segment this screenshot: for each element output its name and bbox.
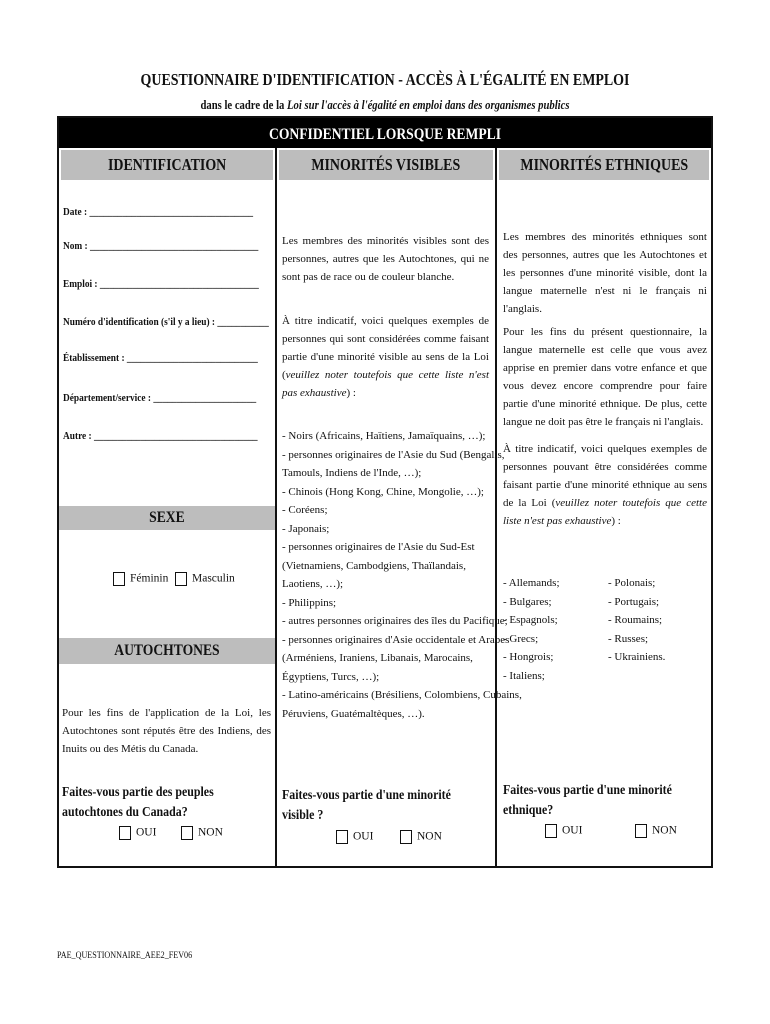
autochtones-question: Faites-vous partie des peuples autochtones du Canada? xyxy=(62,785,214,820)
list-item: - Italiens; xyxy=(503,669,545,682)
list-item: - Roumains; xyxy=(608,614,663,626)
checkbox-icon xyxy=(175,572,187,586)
checkbox-icon xyxy=(119,826,131,840)
minorites-ethniques-list-right xyxy=(608,574,665,667)
other-field[interactable]: Autre : ___________________________________ xyxy=(63,430,258,442)
name-field[interactable]: Nom : ____________________________________ xyxy=(63,240,259,252)
confidential-banner xyxy=(59,118,711,148)
list-item: - Latino-américains (Brésiliens, Colombiens, Cubains, xyxy=(282,689,522,701)
feminin-checkbox[interactable]: Féminin xyxy=(113,572,168,586)
list-item: - Espagnols; xyxy=(503,614,558,626)
list-item: - Philippins; xyxy=(282,596,337,609)
id-number-field[interactable]: Numéro d'identification (s'il y a lieu) : ___________ xyxy=(63,316,269,328)
checkbox-icon xyxy=(181,826,193,840)
checkbox-icon xyxy=(113,572,125,586)
minorites-ethniques-purpose: Pour les fins du présent questionnaire, la langue maternelle est celle que vous avez apprise en premier dans votre enfance et que vous devez encore comprendre pour faire partie d'une minorité ethnique. De plus, cette langue ne doit pas être le français ni l'anglais. xyxy=(503,326,707,428)
checkbox-icon xyxy=(400,830,412,844)
identification-column xyxy=(59,148,275,866)
list-item: - personnes originaires d'Asie occidentale et Arabes xyxy=(282,633,510,646)
autochtones-oui-checkbox[interactable]: OUI xyxy=(119,826,156,840)
job-field[interactable]: Emploi : __________________________________ xyxy=(63,278,259,290)
subtitle-prefix: dans le cadre de la xyxy=(200,97,288,112)
list-item: Tamouls, Indiens de l'Inde, …); xyxy=(282,467,422,479)
minorites-visibles-examples-intro: À titre indicatif, voici quelques exemples de personnes qui sont considérées comme faisant partie d'une minorité visible au sens de la Loi (veuillez noter toutefois que cette liste n'est pas exhaustive) : xyxy=(282,315,489,399)
list-item: - Portugais; xyxy=(608,595,660,608)
department-field[interactable]: Département/service : ______________________ xyxy=(63,392,257,404)
list-item: Péruviens, Guatémaltèques, …). xyxy=(282,707,425,720)
ethnique-non-checkbox[interactable]: NON xyxy=(635,824,677,838)
autochtones-non-checkbox[interactable]: NON xyxy=(181,826,223,840)
minorites-visibles-question: Faites-vous partie d'une minorité visible ? xyxy=(282,788,451,823)
list-item: - Coréens; xyxy=(282,504,328,516)
list-item: - Hongrois; xyxy=(503,651,554,663)
autochtones-definition: Pour les fins de l'application de la Loi, les Autochtones sont réputés être des Indiens, des Inuits ou des Métis du Canada. xyxy=(62,707,271,755)
checkbox-icon xyxy=(336,830,348,844)
sexe-heading: SEXE xyxy=(59,506,275,530)
questionnaire-form xyxy=(57,116,713,868)
list-item: - Russes; xyxy=(608,632,649,645)
list-item: - Ukrainiens. xyxy=(608,651,666,663)
minorites-visibles-heading: MINORITÉS VISIBLES xyxy=(279,150,493,180)
list-item: - Japonais; xyxy=(282,522,330,535)
list-item: - personnes originaires de l'Asie du Sud (Bengalis, xyxy=(282,448,505,461)
masculin-checkbox[interactable]: Masculin xyxy=(175,572,235,586)
list-item: (Vietnamiens, Cambodgiens, Thaïlandais, xyxy=(282,559,466,572)
visible-oui-checkbox[interactable]: OUI xyxy=(336,830,373,844)
checkbox-icon xyxy=(635,824,647,838)
minorites-ethniques-heading: MINORITÉS ETHNIQUES xyxy=(499,150,709,180)
list-item: - Bulgares; xyxy=(503,595,552,608)
page-subtitle xyxy=(69,97,700,113)
subtitle-law-name: Loi sur l'accès à l'égalité en emploi dans des organismes publics xyxy=(287,97,570,112)
identification-heading: IDENTIFICATION xyxy=(61,150,273,180)
list-item: - personnes originaires de l'Asie du Sud-Est xyxy=(282,541,475,553)
page-title: QUESTIONNAIRE D'IDENTIFICATION - ACCÈS À L'ÉGALITÉ EN EMPLOI xyxy=(140,70,630,89)
minorites-ethniques-examples-intro: À titre indicatif, voici quelques exemples de personnes pouvant être considérées comme faisant partie d'une minorité ethnique au sens de la Loi (veuillez noter toutefois que cette liste n'est pas exhaustive) : xyxy=(503,443,707,527)
minorites-ethniques-list-left xyxy=(503,574,560,685)
minorites-ethniques-definition: Les membres des minorités ethniques sont des personnes, autres que les Autochtones et les personnes d'une minorité visible, dont la langue maternelle n'est ni le français ni l'anglais. xyxy=(503,231,707,315)
list-item: - Noirs (Africains, Haïtiens, Jamaïquains, …); xyxy=(282,430,486,442)
autochtones-heading: AUTOCHTONES xyxy=(59,638,275,664)
minorites-ethniques-question: Faites-vous partie d'une minorité ethnique? xyxy=(503,783,672,818)
document-code: PAE_QUESTIONNAIRE_AEE2_FEV06 xyxy=(57,950,193,960)
establishment-field[interactable]: Établissement : ____________________________ xyxy=(63,352,258,364)
list-item: - Polonais; xyxy=(608,577,656,589)
visible-non-checkbox[interactable]: NON xyxy=(400,830,442,844)
list-item: Laotiens, …); xyxy=(282,578,344,590)
list-item: Égyptiens, Turcs, …); xyxy=(282,670,380,683)
date-field[interactable]: Date : ___________________________________ xyxy=(63,206,254,218)
list-item: - autres personnes originaires des îles du Pacifique; xyxy=(282,615,508,627)
checkbox-icon xyxy=(545,824,557,838)
list-item: - Allemands; xyxy=(503,577,560,589)
list-item: - Grecs; xyxy=(503,632,539,645)
minorites-visibles-definition: Les membres des minorités visibles sont des personnes, autres que les Autochtones, qui ne sont pas de race ou de couleur blanche. xyxy=(282,235,489,283)
ethnique-oui-checkbox[interactable]: OUI xyxy=(545,824,582,838)
minorites-ethniques-column xyxy=(495,148,711,866)
list-item: (Arméniens, Iraniens, Libanais, Marocains, xyxy=(282,652,473,664)
confidential-label: CONFIDENTIEL LORSQUE REMPLI xyxy=(269,126,501,143)
minorites-visibles-list xyxy=(282,427,522,723)
list-item: - Chinois (Hong Kong, Chine, Mongolie, …); xyxy=(282,485,484,498)
